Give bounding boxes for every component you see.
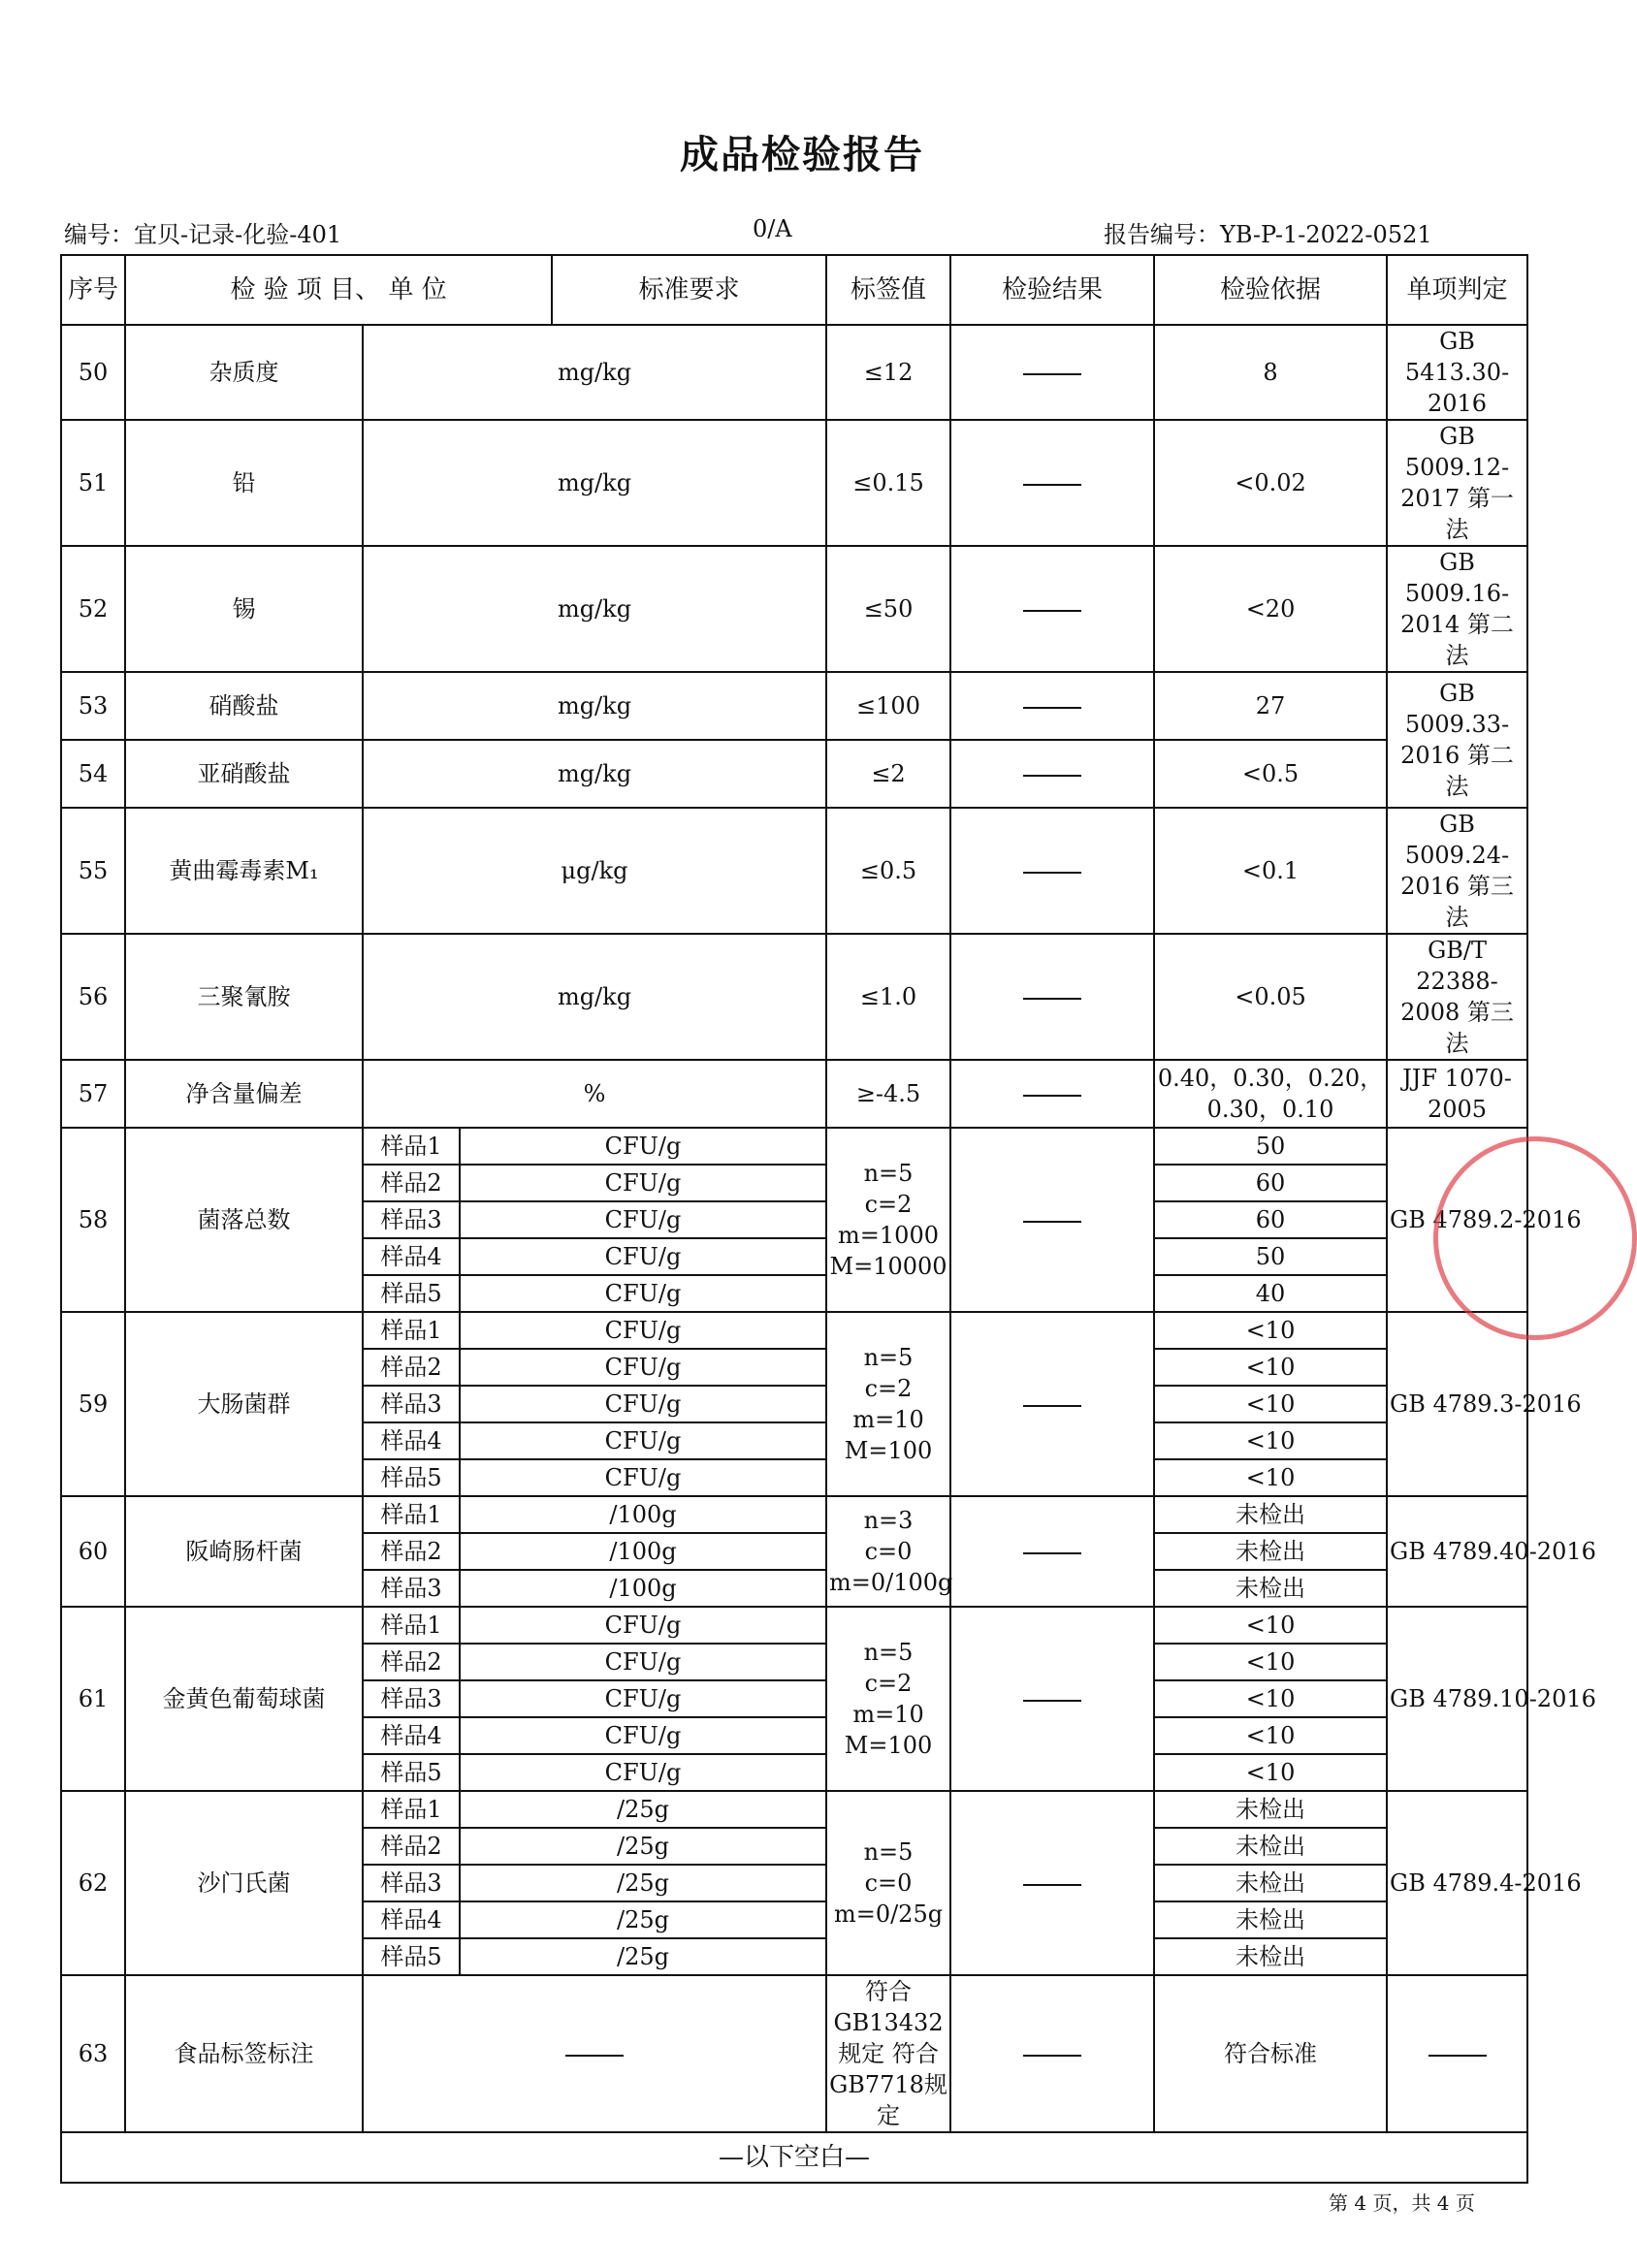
standard-cell: ≤1.0 (826, 934, 950, 1060)
report-number: 报告编号：YB-P-1-2022-0521 (1104, 221, 1432, 248)
sample-unit: CFU/g (460, 1128, 826, 1165)
sample-unit: CFU/g (460, 1422, 826, 1459)
dash-mark (1023, 1552, 1081, 1554)
label-value-cell (950, 546, 1154, 672)
sample-unit: /25g (460, 1901, 826, 1938)
row-number: 61 (61, 1607, 125, 1791)
label-value-cell (950, 672, 1154, 740)
sample-result: 未检出 (1154, 1791, 1387, 1828)
sample-name: 样品2 (363, 1533, 460, 1570)
table-row (61, 1496, 1527, 1533)
standard-cell: ≤12 (826, 325, 950, 420)
label-value-cell (950, 1128, 1154, 1312)
sample-result: 未检出 (1154, 1533, 1387, 1570)
result-cell: <0.05 (1154, 934, 1387, 1060)
sample-result: 未检出 (1154, 1865, 1387, 1901)
label-value-cell (950, 1496, 1154, 1607)
sample-unit: /100g (460, 1496, 826, 1533)
item-name: 黄曲霉毒素M₁ (125, 808, 363, 934)
sample-unit: CFU/g (460, 1238, 826, 1275)
sample-result: 50 (1154, 1128, 1387, 1165)
table-row (61, 1128, 1527, 1165)
sample-name: 样品5 (363, 1754, 460, 1791)
basis-cell: GB 5413.30-2016 (1387, 325, 1527, 420)
basis-cell: GB 5009.16-2014 第二法 (1387, 546, 1527, 672)
sample-unit: CFU/g (460, 1680, 826, 1717)
sample-unit: CFU/g (460, 1644, 826, 1680)
label-value-cell (950, 1975, 1154, 2132)
label-value-cell (950, 934, 1154, 1060)
dash-mark (1428, 2055, 1487, 2057)
sample-unit: CFU/g (460, 1607, 826, 1644)
dash-mark (1023, 872, 1081, 874)
sample-name: 样品4 (363, 1238, 460, 1275)
sample-result: <10 (1154, 1422, 1387, 1459)
dash-mark (1023, 1700, 1081, 1702)
basis-cell: JJF 1070-2005 (1387, 1060, 1527, 1128)
result-cell: <20 (1154, 546, 1387, 672)
label-value-cell (950, 740, 1154, 808)
item-name: 金黄色葡萄球菌 (125, 1607, 363, 1791)
standard-cell: ≥-4.5 (826, 1060, 950, 1128)
sample-result: 未检出 (1154, 1570, 1387, 1607)
sample-result: <10 (1154, 1680, 1387, 1717)
row-number: 52 (61, 546, 125, 672)
result-cell: <0.02 (1154, 420, 1387, 546)
sample-name: 样品1 (363, 1607, 460, 1644)
basis-cell: GB 4789.4-2016 (1387, 1791, 1527, 1975)
label-value-cell (950, 1607, 1154, 1791)
table-row (61, 740, 1527, 808)
version: 0/A (753, 215, 792, 242)
item-name: 阪崎肠杆菌 (125, 1496, 363, 1607)
col-basis: 检验依据 (1154, 255, 1387, 325)
sample-name: 样品3 (363, 1865, 460, 1901)
item-unit: mg/kg (363, 934, 826, 1060)
report-title: 成品检验报告 (680, 132, 924, 177)
sample-result: 未检出 (1154, 1901, 1387, 1938)
table-row (61, 1060, 1527, 1128)
basis-cell: GB 5009.24-2016 第三法 (1387, 808, 1527, 934)
sample-result: <10 (1154, 1607, 1387, 1644)
sample-result: <10 (1154, 1754, 1387, 1791)
sample-result: <10 (1154, 1717, 1387, 1754)
sample-name: 样品4 (363, 1901, 460, 1938)
dash-mark (1023, 1221, 1081, 1223)
basis-cell: GB 4789.3-2016 (1387, 1312, 1527, 1496)
report-table (60, 254, 1596, 2184)
sample-unit: /100g (460, 1533, 826, 1570)
row-number: 50 (61, 325, 125, 420)
dash-mark (1023, 775, 1081, 777)
item-name: 杂质度 (125, 325, 363, 420)
row-number: 56 (61, 934, 125, 1060)
item-unit: μg/kg (363, 808, 826, 934)
dash-mark (1023, 1884, 1081, 1886)
sample-name: 样品3 (363, 1680, 460, 1717)
row-number: 62 (61, 1791, 125, 1975)
sample-unit: /100g (460, 1570, 826, 1607)
dash-mark (1023, 2055, 1081, 2057)
basis-cell: GB 5009.12-2017 第一法 (1387, 420, 1527, 546)
sample-result: 未检出 (1154, 1938, 1387, 1975)
sample-name: 样品3 (363, 1386, 460, 1422)
standard-cell: ≤2 (826, 740, 950, 808)
doc-code: 编号：宜贝-记录-化验-401 (64, 221, 342, 248)
table-row (61, 808, 1527, 934)
row-number: 55 (61, 808, 125, 934)
col-verdict: 单项判定 (1387, 255, 1527, 325)
dash-mark (1023, 484, 1081, 486)
sample-result: <10 (1154, 1459, 1387, 1496)
sample-result: 40 (1154, 1275, 1387, 1312)
result-cell: <0.1 (1154, 808, 1387, 934)
sample-result: <10 (1154, 1349, 1387, 1386)
page-footer: 第 4 页，共 4 页 (1329, 2191, 1475, 2215)
item-unit: mg/kg (363, 325, 826, 420)
sample-name: 样品3 (363, 1570, 460, 1607)
result-cell: 27 (1154, 672, 1387, 740)
standard-cell: n=5 c=2 m=10 M=100 (826, 1312, 950, 1496)
sample-name: 样品4 (363, 1717, 460, 1754)
dash-mark (1023, 610, 1081, 612)
table-row (61, 1975, 1527, 2132)
sample-unit: CFU/g (460, 1312, 826, 1349)
item-name: 硝酸盐 (125, 672, 363, 740)
col-label-value: 标签值 (826, 255, 950, 325)
dash-mark (1023, 1095, 1081, 1097)
item-unit: mg/kg (363, 672, 826, 740)
label-value-cell (363, 1975, 826, 2132)
row-number: 57 (61, 1060, 125, 1128)
item-unit: mg/kg (363, 546, 826, 672)
blank-note-row (61, 2132, 1527, 2183)
header-row (61, 255, 1527, 325)
table-row (61, 420, 1527, 546)
standard-cell: n=5 c=2 m=10 M=100 (826, 1607, 950, 1791)
col-item-unit: 检 验 项 目、 单 位 (125, 255, 552, 325)
row-number: 63 (61, 1975, 125, 2132)
sample-result: 未检出 (1154, 1496, 1387, 1533)
table-row (61, 672, 1527, 740)
sample-result: 60 (1154, 1165, 1387, 1201)
sample-name: 样品2 (363, 1349, 460, 1386)
basis-cell: GB 5009.33-2016 第二法 (1387, 672, 1527, 808)
result-cell: 符合标准 (1154, 1975, 1387, 2132)
sample-unit: CFU/g (460, 1717, 826, 1754)
sample-name: 样品5 (363, 1459, 460, 1496)
item-name: 铅 (125, 420, 363, 546)
sample-name: 样品1 (363, 1496, 460, 1533)
item-name: 锡 (125, 546, 363, 672)
dash-mark (1023, 373, 1081, 375)
sample-result: 50 (1154, 1238, 1387, 1275)
sample-name: 样品4 (363, 1422, 460, 1459)
result-cell: 0.40，0.30，0.20，0.30，0.10 (1154, 1060, 1387, 1128)
sample-unit: CFU/g (460, 1386, 826, 1422)
basis-cell: GB/T 22388-2008 第三法 (1387, 934, 1527, 1060)
table-row (61, 1791, 1527, 1828)
sample-result: <10 (1154, 1312, 1387, 1349)
dash-mark (1023, 998, 1081, 1000)
standard-cell: ≤100 (826, 672, 950, 740)
sample-result: 未检出 (1154, 1828, 1387, 1865)
table-row (61, 1312, 1527, 1349)
sample-unit: /25g (460, 1828, 826, 1865)
sample-unit: /25g (460, 1865, 826, 1901)
report-table-wrapper (60, 254, 1596, 2184)
sample-name: 样品5 (363, 1275, 460, 1312)
dash-mark (1023, 1405, 1081, 1407)
item-name: 净含量偏差 (125, 1060, 363, 1128)
standard-cell: n=5 c=0 m=0/25g (826, 1791, 950, 1975)
sample-name: 样品2 (363, 1828, 460, 1865)
dash-mark (1023, 707, 1081, 709)
dash-mark (565, 2055, 624, 2057)
sample-unit: /25g (460, 1791, 826, 1828)
sample-unit: CFU/g (460, 1275, 826, 1312)
standard-cell: n=3 c=0 m=0/100g (826, 1496, 950, 1607)
col-seq: 序号 (61, 255, 125, 325)
sample-unit: CFU/g (460, 1165, 826, 1201)
sample-result: <10 (1154, 1386, 1387, 1422)
sample-name: 样品1 (363, 1128, 460, 1165)
item-unit: mg/kg (363, 420, 826, 546)
basis-cell: GB 4789.10-2016 (1387, 1607, 1527, 1791)
sample-unit: CFU/g (460, 1349, 826, 1386)
label-value-cell (950, 1791, 1154, 1975)
table-row (61, 325, 1527, 420)
row-number: 59 (61, 1312, 125, 1496)
row-number: 60 (61, 1496, 125, 1607)
sample-result: 60 (1154, 1201, 1387, 1238)
table-row (61, 1607, 1527, 1644)
label-value-cell (1387, 1975, 1527, 2132)
sample-unit: CFU/g (460, 1754, 826, 1791)
item-name: 亚硝酸盐 (125, 740, 363, 808)
sample-result: <10 (1154, 1644, 1387, 1680)
sample-name: 样品2 (363, 1644, 460, 1680)
item-name: 沙门氏菌 (125, 1791, 363, 1975)
label-value-cell (950, 1060, 1154, 1128)
item-name: 三聚氰胺 (125, 934, 363, 1060)
label-value-cell (950, 808, 1154, 934)
sample-unit: /25g (460, 1938, 826, 1975)
row-number: 51 (61, 420, 125, 546)
item-name: 食品标签标注 (125, 1975, 363, 2132)
standard-cell: n=5 c=2 m=1000 M=10000 (826, 1128, 950, 1312)
basis-cell: GB 4789.2-2016 (1387, 1128, 1527, 1312)
sample-name: 样品3 (363, 1201, 460, 1238)
standard-cell: 符合GB13432规定 符合GB7718规定 (826, 1975, 950, 2132)
sample-name: 样品1 (363, 1791, 460, 1828)
standard-cell: ≤50 (826, 546, 950, 672)
basis-cell: GB 4789.40-2016 (1387, 1496, 1527, 1607)
result-cell: <0.5 (1154, 740, 1387, 808)
item-unit: mg/kg (363, 740, 826, 808)
sample-unit: CFU/g (460, 1201, 826, 1238)
blank-note: —以下空白— (61, 2132, 1527, 2183)
table-row (61, 546, 1527, 672)
sample-unit: CFU/g (460, 1459, 826, 1496)
item-name: 菌落总数 (125, 1128, 363, 1312)
row-number: 53 (61, 672, 125, 740)
result-cell: 8 (1154, 325, 1387, 420)
row-number: 58 (61, 1128, 125, 1312)
col-result: 检验结果 (950, 255, 1154, 325)
standard-cell: ≤0.15 (826, 420, 950, 546)
sample-name: 样品2 (363, 1165, 460, 1201)
standard-cell: ≤0.5 (826, 808, 950, 934)
label-value-cell (950, 1312, 1154, 1496)
label-value-cell (950, 420, 1154, 546)
sample-name: 样品5 (363, 1938, 460, 1975)
label-value-cell (950, 325, 1154, 420)
col-standard: 标准要求 (552, 255, 826, 325)
sample-name: 样品1 (363, 1312, 460, 1349)
table-row (61, 934, 1527, 1060)
row-number: 54 (61, 740, 125, 808)
item-unit: % (363, 1060, 826, 1128)
item-name: 大肠菌群 (125, 1312, 363, 1496)
